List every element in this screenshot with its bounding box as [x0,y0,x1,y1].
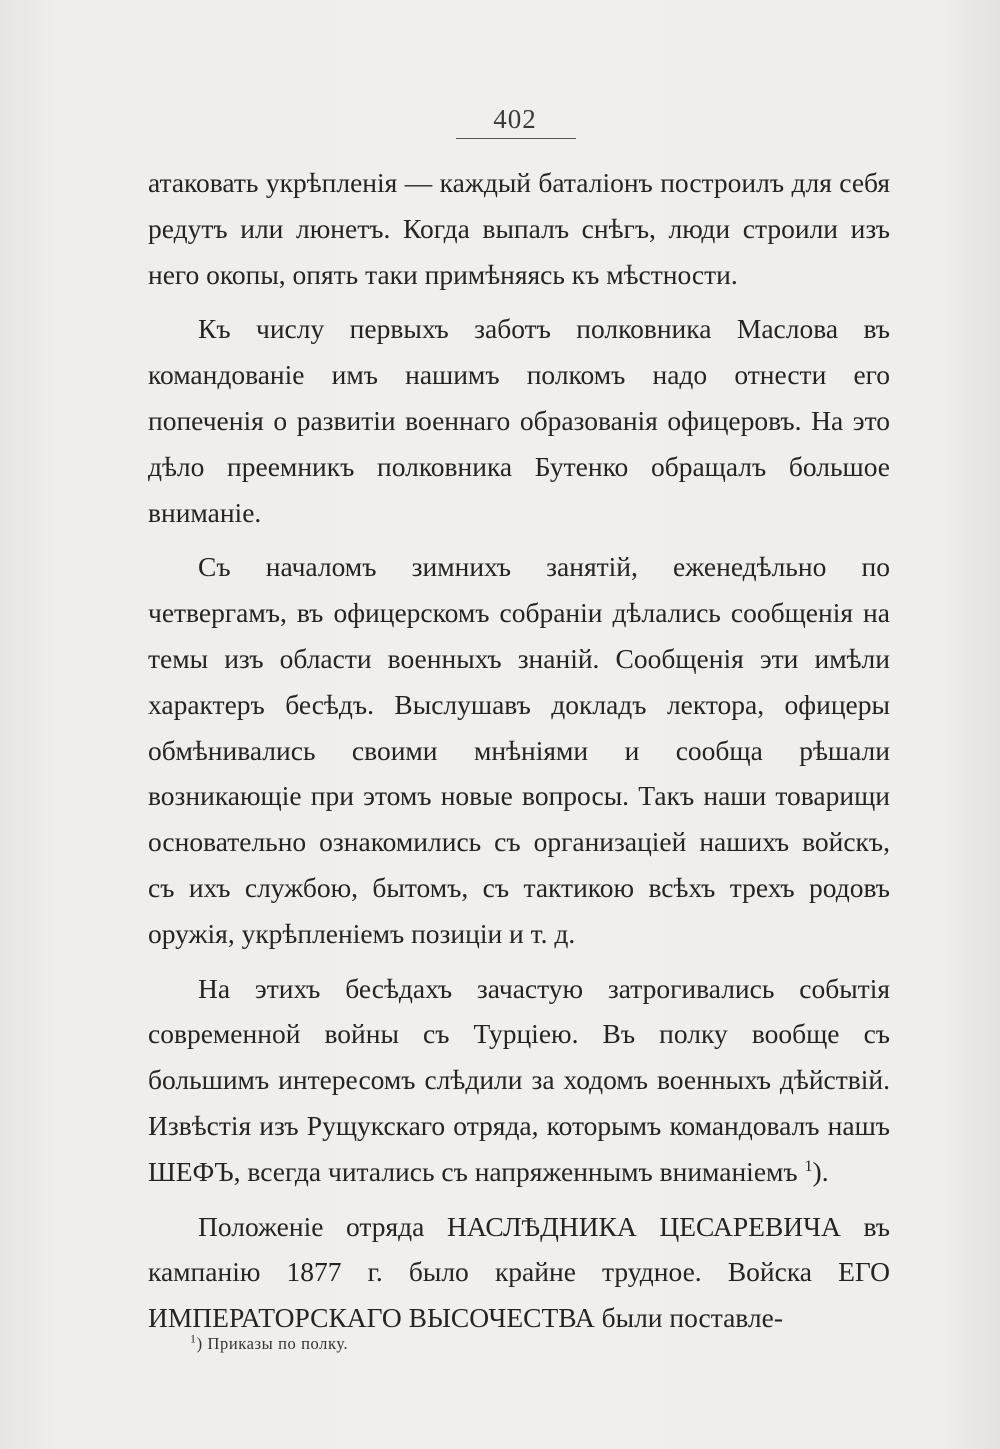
paragraph-1: атаковать укрѣпленія — каждый баталіонъ построилъ для себя редутъ или люнетъ. Когда выпалъ снѣгъ, люди строили изъ него окопы, опять таки примѣняясь къ мѣстности. [148,167,890,290]
paragraph-5: Положеніе отряда НАСЛѢДНИКА ЦЕСАРЕВИЧА въ кампанію 1877 г. было крайне трудное. Войска ЕГО ИМПЕРАТОРСКАГО ВЫСОЧЕСТВА были поставле- [148,1210,890,1334]
footnote-reference-suffix: ). [812,1155,829,1187]
page-number: 402 [493,104,537,134]
paragraph-2: Къ числу первыхъ заботъ полковника Маслова въ командованіе имъ нашимъ полкомъ надо отнести его попеченія о развитіи военнаго образованія офицеровъ. На это дѣло преемникъ полковника Бутенко обращалъ большое вниманіе. [148,313,890,528]
paragraph-3: Съ началомъ зимнихъ занятій, еженедѣльно по четвергамъ, въ офицерскомъ собраніи дѣлались сообщенія на темы изъ области военныхъ знаній. Сообщенія эти имѣли характеръ бесѣдъ. Выслушавъ докладъ лектора, офицеры обмѣнивались своими мнѣніями и сообща рѣшали возникающіе при этомъ новые вопросы. Такъ наши товарищи основательно ознакомились съ организаціей нашихъ войскъ, съ ихъ службою, бытомъ, съ тактикою всѣхъ трехъ родовъ оружія, укрѣпленіемъ позиціи и т. д. [148,551,890,949]
footnote-text: Приказы по полку. [207,1334,349,1353]
header-rule [456,138,576,139]
paragraph-4 [148,966,890,1195]
footnote-mark: 1 [190,1331,197,1346]
footnote [190,1331,349,1354]
body-text [148,160,890,1350]
paragraph-4-text: На этихъ бесѣдахъ зачастую затрогивались событія современной войны съ Турціею. Въ полку вообще съ большимъ интересомъ слѣдили за ходомъ военныхъ дѣйствій. Извѣстія изъ Рущукскаго отряда, которымъ командовалъ нашъ ШЕФЪ, всегда читались съ напряженнымъ вниманіемъ [148,972,890,1187]
footnote-mark-suffix: ) [196,1334,203,1353]
footnote-reference: 1 [804,1157,813,1175]
